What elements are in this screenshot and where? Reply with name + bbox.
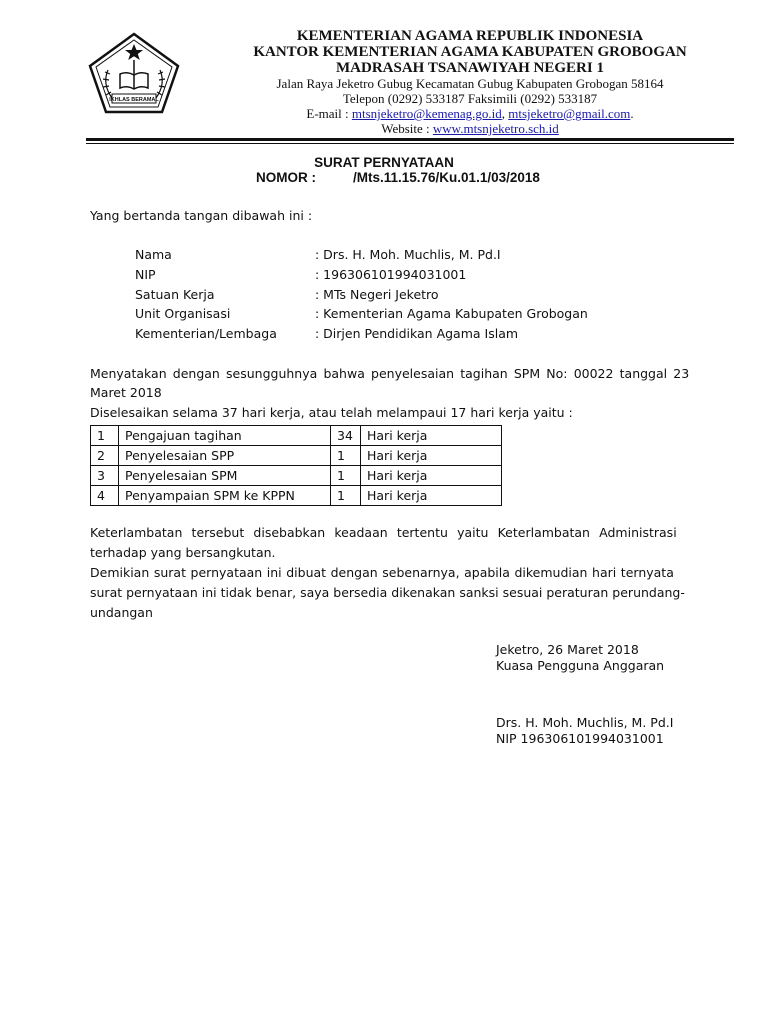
closing-line-2: surat pernyataan ini tidak benar, saya bersedia dikenakan sanksi sesuai peraturan perundang- <box>90 585 685 600</box>
letterhead <box>190 28 750 136</box>
table-cell-days: 1 <box>331 486 361 506</box>
table-cell-item: Pengajuan tagihan <box>119 426 331 446</box>
identity-value: : MTs Negeri Jeketro <box>315 287 439 302</box>
closing-line-1: Demikian surat pernyataan ini dibuat dengan sebenarnya, apabila dikemudian hari ternyata <box>90 565 674 580</box>
kemenag-logo <box>86 30 182 116</box>
table-cell-item: Penyelesaian SPP <box>119 446 331 466</box>
reason-line-2: terhadap yang bersangkutan. <box>90 545 276 560</box>
logo-motto: IKHLAS BERAMAL <box>109 97 159 103</box>
letterhead-phone: Telepon (0292) 533187 Faksimili (0292) 533187 <box>342 91 598 106</box>
nomor-label: NOMOR : <box>256 170 316 185</box>
identity-value: : 196306101994031001 <box>315 267 467 282</box>
identity-label: Kementerian/Lembaga <box>135 326 277 341</box>
identity-label: Nama <box>135 247 172 262</box>
website-link[interactable]: www.mtsnjeketro.sch.id <box>432 121 559 136</box>
signature-role: Kuasa Pengguna Anggaran <box>496 658 665 673</box>
identity-value: : Drs. H. Moh. Muchlis, M. Pd.I <box>315 247 501 262</box>
closing-line-3: undangan <box>90 605 153 620</box>
email-link-kemenag[interactable]: mtsnjeketro@kemenag.go.id <box>351 106 502 121</box>
table-row <box>91 466 502 486</box>
statement-line-3: Diselesaikan selama 37 hari kerja, atau telah melampaui 17 hari kerja yaitu : <box>90 405 573 420</box>
table-row <box>91 446 502 466</box>
table-row <box>91 426 502 446</box>
table-cell-no: 4 <box>91 486 119 506</box>
letterhead-address: Jalan Raya Jeketro Gubug Kecamatan Gubug Kabupaten Grobogan 58164 <box>276 76 664 91</box>
table-cell-days: 1 <box>331 446 361 466</box>
table-row <box>91 486 502 506</box>
table-cell-unit: Hari kerja <box>361 446 502 466</box>
reason-line-1: Keterlambatan tersebut disebabkan keadaan tertentu yaitu Keterlambatan Administrasi <box>90 525 677 540</box>
identity-label: NIP <box>135 267 156 282</box>
intro-text: Yang bertanda tangan dibawah ini : <box>90 208 313 223</box>
table-cell-no: 1 <box>91 426 119 446</box>
signature-nip: NIP 196306101994031001 <box>496 731 664 746</box>
identity-label: Satuan Kerja <box>135 287 215 302</box>
letterhead-office: KANTOR KEMENTERIAN AGAMA KABUPATEN GROBOGAN <box>253 44 687 60</box>
letterhead-school: MADRASAH TSANAWIYAH NEGERI 1 <box>336 60 604 76</box>
identity-value: : Kementerian Agama Kabupaten Grobogan <box>315 306 588 321</box>
timeline-table <box>90 425 502 506</box>
nomor-value: /Mts.11.15.76/Ku.01.1/03/2018 <box>353 170 540 185</box>
table-cell-unit: Hari kerja <box>361 426 502 446</box>
signature-name: Drs. H. Moh. Muchlis, M. Pd.I <box>496 715 674 730</box>
letterhead-rule-thin <box>86 143 734 144</box>
email-link-gmail[interactable]: mtsjeketro@gmail.com <box>508 106 631 121</box>
table-cell-item: Penyelesaian SPM <box>119 466 331 486</box>
table-cell-days: 1 <box>331 466 361 486</box>
statement-line-1: Menyatakan dengan sesungguhnya bahwa penyelesaian tagihan SPM No: 00022 tanggal 23 <box>90 366 690 381</box>
letterhead-email-line: E-mail : mtsnjeketro@kemenag.go.id, mtsjeketro@gmail.com. <box>306 106 634 121</box>
identity-value: : Dirjen Pendidikan Agama Islam <box>315 326 519 341</box>
table-cell-no: 2 <box>91 446 119 466</box>
letterhead-website-line: Website : www.mtsnjeketro.sch.id <box>381 121 559 136</box>
statement-line-2: Maret 2018 <box>90 385 162 400</box>
letterhead-rule-thick <box>86 138 734 141</box>
table-cell-no: 3 <box>91 466 119 486</box>
letterhead-ministry: KEMENTERIAN AGAMA REPUBLIK INDONESIA <box>296 28 644 44</box>
signature-place-date: Jeketro, 26 Maret 2018 <box>496 642 639 657</box>
table-cell-item: Penyampaian SPM ke KPPN <box>119 486 331 506</box>
table-cell-days: 34 <box>331 426 361 446</box>
table-cell-unit: Hari kerja <box>361 466 502 486</box>
identity-label: Unit Organisasi <box>135 306 231 321</box>
document-title: SURAT PERNYATAAN <box>314 155 454 170</box>
table-cell-unit: Hari kerja <box>361 486 502 506</box>
